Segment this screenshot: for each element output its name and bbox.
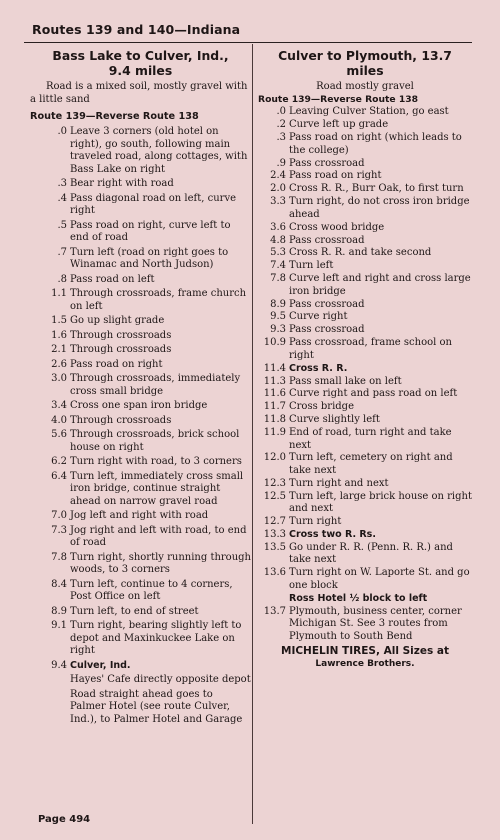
mileage: .9 xyxy=(276,157,286,169)
direction: Turn right xyxy=(289,516,342,528)
direction: Pass crossroad xyxy=(289,234,365,246)
left-column xyxy=(30,48,251,726)
route-entry xyxy=(258,196,472,221)
left-entries xyxy=(30,126,251,726)
route-entry xyxy=(30,373,251,398)
mileage: 12.7 xyxy=(263,516,286,528)
route-entry xyxy=(258,132,472,157)
mileage: 11.3 xyxy=(263,375,286,387)
route-entry xyxy=(30,620,251,658)
direction: Through crossroads, immediately cross small bridge xyxy=(70,373,241,397)
direction: Ross Hotel ½ block to left xyxy=(289,592,428,604)
mileage: .4 xyxy=(57,192,67,204)
route-entry xyxy=(30,288,251,313)
direction: Turn right on W. Laporte St. and go one block xyxy=(289,567,470,591)
direction: Pass diagonal road on left, curve right xyxy=(70,192,237,216)
mileage: 3.6 xyxy=(270,221,286,233)
mileage: 7.8 xyxy=(270,273,286,285)
route-entry xyxy=(258,376,472,389)
route-entry xyxy=(30,126,251,176)
mileage: 8.9 xyxy=(51,605,67,617)
route-entry xyxy=(258,222,472,235)
route-entry xyxy=(30,344,251,357)
direction: Turn right, shortly running through woods, to 3 corners xyxy=(70,551,251,575)
direction: Turn left xyxy=(289,260,334,272)
mileage: 13.6 xyxy=(263,567,286,579)
running-head: Routes 139 and 140—Indiana xyxy=(32,22,241,37)
direction: Plymouth, business center, corner Michigan St. See 3 routes from Plymouth to South Bend xyxy=(289,605,462,642)
mileage: 9.4 xyxy=(51,659,67,671)
direction: Pass crossroad, frame school on right xyxy=(289,337,452,361)
advert-line: MICHELIN TIRES, All Sizes at xyxy=(281,645,449,658)
column-divider xyxy=(252,44,253,824)
mileage: .5 xyxy=(57,219,67,231)
direction: Cross R. R. and take second xyxy=(289,247,432,259)
route-entry xyxy=(258,542,472,567)
direction: Cross one span iron bridge xyxy=(70,400,208,411)
mileage: 4.8 xyxy=(270,234,286,246)
route-entry xyxy=(258,478,472,491)
route-entry xyxy=(30,193,251,218)
direction: Leaving Culver Station, go east xyxy=(289,106,449,118)
mileage: 13.5 xyxy=(263,541,286,553)
mileage: 13.3 xyxy=(263,529,286,541)
mileage: .8 xyxy=(57,273,67,285)
direction: Cross R. R. xyxy=(289,362,348,374)
route-entry xyxy=(30,552,251,577)
mileage: 10.9 xyxy=(263,337,286,349)
route-entry xyxy=(258,235,472,248)
route-entry xyxy=(30,660,251,673)
right-intro: Road mostly gravel xyxy=(316,81,414,92)
direction: Turn left, continue to 4 corners, Post Office on left xyxy=(70,578,233,602)
route-entry xyxy=(258,247,472,260)
mileage: 1.6 xyxy=(51,329,67,341)
mileage: .0 xyxy=(57,126,67,137)
mileage: 3.0 xyxy=(51,373,67,384)
mileage: 3.4 xyxy=(51,400,67,411)
note-text: Road straight ahead goes to Palmer Hotel (see route Culver, Ind.), to Palmer Hotel and Garage xyxy=(70,688,243,725)
direction: Curve slightly left xyxy=(289,414,380,426)
route-entry xyxy=(258,491,472,516)
route-entry xyxy=(258,401,472,414)
route-entry xyxy=(30,415,251,428)
route-entry xyxy=(258,158,472,171)
route-entry xyxy=(258,363,472,376)
route-entry xyxy=(258,516,472,529)
direction: Pass road on right (which leads to the college) xyxy=(289,132,462,156)
direction: Turn right with road, to 3 corners xyxy=(70,456,242,467)
direction: Turn right, do not cross iron bridge ahead xyxy=(289,196,470,220)
left-route-label: Route 139—Reverse Route 138 xyxy=(30,111,199,122)
route-entry xyxy=(258,606,472,644)
mileage: .3 xyxy=(57,178,67,189)
direction: Go under R. R. (Penn. R. R.) and take next xyxy=(289,541,453,566)
direction: Turn left, large brick house on right and next xyxy=(289,490,472,515)
mileage: 2.4 xyxy=(270,170,286,182)
route-entry xyxy=(258,106,472,119)
mileage: 4.0 xyxy=(51,414,67,426)
destination: Culver, Ind. xyxy=(70,659,131,671)
mileage: 8.9 xyxy=(270,298,286,310)
mileage: 1.1 xyxy=(51,288,67,299)
right-title: Culver to Plymouth, 13.7 miles xyxy=(278,48,452,78)
left-title-line-2: 9.4 miles xyxy=(108,63,173,78)
route-entry xyxy=(258,183,472,196)
advert-dealer: Lawrence Brothers. xyxy=(315,659,415,670)
mileage: 9.3 xyxy=(270,324,286,336)
direction: Through crossroads, frame church on left xyxy=(70,288,247,312)
direction: Cross wood bridge xyxy=(289,221,385,233)
direction: Cross two R. Rs. xyxy=(289,529,376,541)
mileage: .7 xyxy=(57,246,67,258)
direction: Through crossroads, brick school house on right xyxy=(70,429,240,453)
route-entry xyxy=(30,429,251,454)
mileage: 7.8 xyxy=(51,551,67,563)
route-entry xyxy=(258,273,472,298)
route-entry xyxy=(258,324,472,337)
route-entry xyxy=(30,579,251,604)
route-note xyxy=(30,674,251,687)
route-entry xyxy=(30,471,251,509)
route-entry xyxy=(30,456,251,469)
direction: Turn left (road on right goes to Winamac and North Judson) xyxy=(70,246,229,270)
left-title-line-1: Bass Lake to Culver, Ind., xyxy=(52,48,229,63)
mileage: 2.0 xyxy=(270,183,286,195)
mileage: 11.7 xyxy=(263,401,286,413)
route-entry xyxy=(258,414,472,427)
route-entry xyxy=(30,315,251,328)
direction: Through crossroads xyxy=(70,344,172,355)
mileage: 11.4 xyxy=(263,362,286,374)
direction: Curve left up grade xyxy=(289,119,389,131)
route-entry xyxy=(258,337,472,362)
route-entry xyxy=(258,311,472,324)
route-note xyxy=(30,689,251,727)
direction: Pass crossroad xyxy=(289,324,365,336)
route-entry xyxy=(258,427,472,452)
direction: Turn right and next xyxy=(289,477,389,489)
mileage: 7.4 xyxy=(270,260,286,272)
route-entry xyxy=(30,359,251,372)
mileage: 13.7 xyxy=(263,605,286,617)
mileage: 12.5 xyxy=(263,490,286,502)
mileage: 5.6 xyxy=(51,429,67,440)
direction: Pass small lake on left xyxy=(289,375,402,387)
mileage: .2 xyxy=(276,119,286,131)
direction: End of road, turn right and take next xyxy=(289,427,452,451)
note-text: Hayes' Cafe directly opposite depot xyxy=(70,674,251,685)
direction: Turn left, cemetery on right and take next xyxy=(289,452,453,476)
mileage: 7.3 xyxy=(51,524,67,536)
direction: Pass crossroad xyxy=(289,157,365,169)
direction: Turn left, immediately cross small iron bridge, continue straight ahead on narrow gravel road xyxy=(70,470,244,507)
mileage: 3.3 xyxy=(270,196,286,208)
direction: Pass road on right xyxy=(289,170,382,182)
route-entry xyxy=(30,400,251,413)
direction: Bear right with road xyxy=(70,178,174,189)
mileage: 8.4 xyxy=(51,578,67,590)
route-entry xyxy=(258,119,472,132)
direction: Curve left and right and cross large iron bridge xyxy=(289,273,471,297)
route-entry xyxy=(30,330,251,343)
mileage: 6.4 xyxy=(51,470,67,482)
mileage: 11.9 xyxy=(263,427,286,439)
direction: Pass road on right xyxy=(70,358,163,370)
mileage: 6.2 xyxy=(51,456,67,467)
page-number: Page 494 xyxy=(38,814,91,825)
route-entry xyxy=(258,299,472,312)
route-entry xyxy=(30,178,251,191)
direction: Cross R. R., Burr Oak, to first turn xyxy=(289,183,464,195)
route-entry xyxy=(30,510,251,523)
route-entry xyxy=(258,529,472,542)
right-column xyxy=(258,48,472,670)
mileage: 2.6 xyxy=(51,358,67,370)
mileage: 12.3 xyxy=(263,477,286,489)
direction: Curve right xyxy=(289,311,348,323)
direction: Cross bridge xyxy=(289,401,354,413)
mileage: .0 xyxy=(276,106,286,118)
mileage: 11.8 xyxy=(263,414,286,426)
mileage: .3 xyxy=(276,132,286,144)
route-entry xyxy=(30,220,251,245)
route-entry xyxy=(258,567,472,592)
direction: Leave 3 corners (old hotel on right), go south, following main traveled road, along cottages, with Bass Lake on right xyxy=(70,126,248,175)
direction: Pass crossroad xyxy=(289,298,365,310)
top-rule xyxy=(24,42,472,43)
route-entry xyxy=(30,606,251,619)
direction: Through crossroads xyxy=(70,414,172,426)
mileage: 9.5 xyxy=(270,311,286,323)
direction: Pass road on left xyxy=(70,273,155,285)
mileage: 11.6 xyxy=(263,388,286,400)
route-entry xyxy=(258,260,472,273)
route-entry xyxy=(258,593,472,606)
mileage: 2.1 xyxy=(51,344,67,355)
direction: Turn left, to end of street xyxy=(70,605,199,617)
right-entries xyxy=(258,106,472,643)
route-entry xyxy=(30,525,251,550)
route-entry xyxy=(258,170,472,183)
route-entry xyxy=(258,388,472,401)
direction: Through crossroads xyxy=(70,329,172,341)
mileage: 9.1 xyxy=(51,620,67,631)
right-route-label: Route 139—Reverse Route 138 xyxy=(258,94,418,105)
route-entry xyxy=(30,247,251,272)
mileage: 7.0 xyxy=(51,510,67,521)
route-entry xyxy=(30,274,251,287)
mileage: 1.5 xyxy=(51,315,67,326)
mileage: 12.0 xyxy=(263,452,286,464)
direction: Pass road on right, curve left to end of road xyxy=(70,219,231,243)
mileage: 5.3 xyxy=(270,247,286,259)
left-intro: Road is a mixed soil, mostly gravel with a little sand xyxy=(30,81,248,105)
direction: Jog right and left with road, to end of road xyxy=(70,524,247,548)
direction: Jog left and right with road xyxy=(70,510,209,521)
direction: Curve right and pass road on left xyxy=(289,388,458,400)
direction: Go up slight grade xyxy=(70,315,165,326)
direction: Turn right, bearing slightly left to depot and Maxinkuckee Lake on right xyxy=(70,620,242,656)
route-entry xyxy=(258,452,472,477)
